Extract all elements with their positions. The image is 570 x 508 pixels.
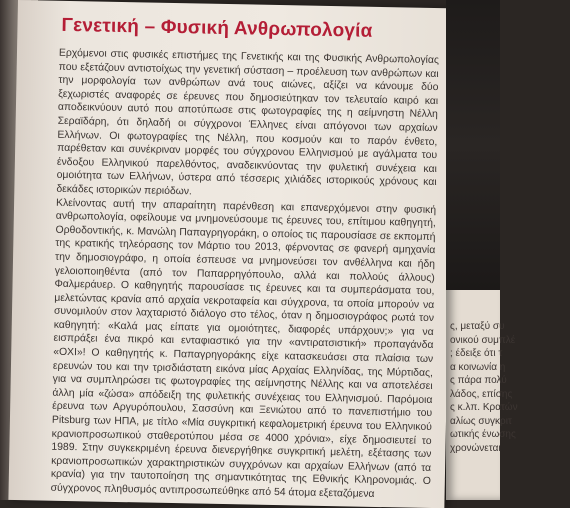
paragraph-1: Ερχόμενοι στις φυσικές επιστήμες της Γενετικής και της Φυσικής Ανθρωπολογίας που εξετάζουν αντιστοίχως την γενετική σύσταση – προέλευση των ανθρώπων και την μορφολογία των ανθρώπων ανά τους αιώνες, αξίζει να κάνουμε δύο ξεχωριστές αναφορές σε έρευνες που δημοσιεύτηκαν τον τελευταίο καιρό και αποδεικνύουν αυτό που αποτύπωσε στις φωτογραφίες της η αείμνηστη Νέλλη Σεραϊδάρη, ότι δηλαδή οι σύγχρονοι Έλληνες είναι απόγονοι των αρχαίων Ελλήνων. Οι φωτογραφίες της Νέλλη, που κοσμούν και το παρόν ένθετο, παρέθεταν και συνέκριναν μορφές του σύγχρονου Ελληνισμού με αγάλματα του ένδοξου Ελληνικού παρελθόντος, αναδεικνύοντας την φυλετική συνέχεια και ομοιότητα των Ελλήνων, ύστερα από τέσσερις χιλιάδες ιστορικούς χρόνους και δεκάδες ιστορικών περιόδων. [56, 47, 440, 198]
right-line: αλίως συγκριτ [450, 415, 512, 427]
book-page-right [446, 0, 518, 500]
right-line: ; έδειξε ότι τ [450, 348, 503, 359]
right-line: ς, μεταξύ συ [450, 321, 505, 332]
right-line: ονικού συμπλέ [450, 334, 516, 346]
right-line: λάδος, επίσης [450, 388, 513, 400]
dark-photo [446, 0, 500, 290]
right-line: χρονώνεται [450, 442, 501, 454]
right-line: ς πάρα πολύ [450, 375, 507, 386]
section-title: Γενετική – Φυσική Ανθρωπολογία [61, 14, 373, 42]
book-page-left [8, 0, 454, 508]
right-line: ωτικής ένωσης [450, 429, 516, 440]
right-line: α κοινωνία η [450, 361, 506, 373]
paragraph-2: Κλείνοντας αυτή την απαραίτητη παρένθεση και επανερχόμενοι στην φυσική ανθρωπολογία, οφείλουμε να μνημονεύσουμε τις έρευνες του, επίτιμου καθηγητή, Ορθοδοντικής, κ. Μανώλη Παπαγρηγοράκη, ο οποίος τις παρουσίασε σε εκπομπή της κρατικής τηλεόρασης τον Μάρτιο του 2013, φέρνοντας σε φανερή αμηχανία την δημοσιογράφο, η οποία έσπευσε να μνημονεύσει τον ανθέλληνα και ήδη γελοιοποιηθέντα (από τον Παπαρρηγόπουλο, αλλά και πολλούς άλλους) Φαλμεράυερ. Ο καθηγητής παρουσίασε τις έρευνες και τα συμπεράσματα του, μελετώντας κρανία από αρχαία νεκροταφεία και σύγχρονα, τα οποία μπορούν να συνομιλούν στον λαχταριστό διάλογο στο τέλος, όταν η δημοσιογράφος ρωτά τον καθηγητή: «Καλά μας είπατε για ομοιότητες, διαφορές υπάρχουν;» για να εισπράξει ένα πικρό και ενταφιαστικό για την «αντιρατσιστική» προπαγάνδα «ΟΧΙ»! Ο καθηγητής κ. Παπαγρηγοράκης είχε κατασκευάσει στα πλαίσια των ερευνών του και την τρισδιάστατη εικόνα μίας Αρχαίας Ελληνίδας, της Μύρτιδας, για να συμπληρώσει τις φωτογραφίες της αείμνηστης Νέλλης και να αποτελέσει άλλη μία «ζώσα» απόδειξη της φυλετικής συνέχειας του Ελληνισμού. Παρόμοια έρευνα των Αργυρόπουλου, Σασσύνη και Ξενιώτου από το πανεπιστήμιο του Pitsburg των ΗΠΑ, με τίτλο «Μία συγκριτική κεφαλομετρική έρευνα του Ελληνικού κρανιοπροσωπικού σταθεροτύπου μέσα σε 4000 χρόνια», είχε δημοσιευτεί το 1989. Στην συγκεκριμένη έρευνα διενεργήθηκε συγκριτική μελέτη, εξέτασης των κρανιοπροσωπικών χαρακτηριστικών συγχρόνων και αρχαίων Ελλήνων (από τα κρανία) για την ταυτοποίηση της σημαντικότητας της Εθνικής Κληρονομιάς. Ο σύγχρονος πληθυσμός αντιπροσωπεύθηκε από 54 άτομα εξεταζόμενα [50, 197, 437, 500]
page-content [50, 15, 439, 503]
right-line: ς κ.λπ. Κρατών [450, 402, 518, 413]
right-page-text [450, 320, 570, 455]
